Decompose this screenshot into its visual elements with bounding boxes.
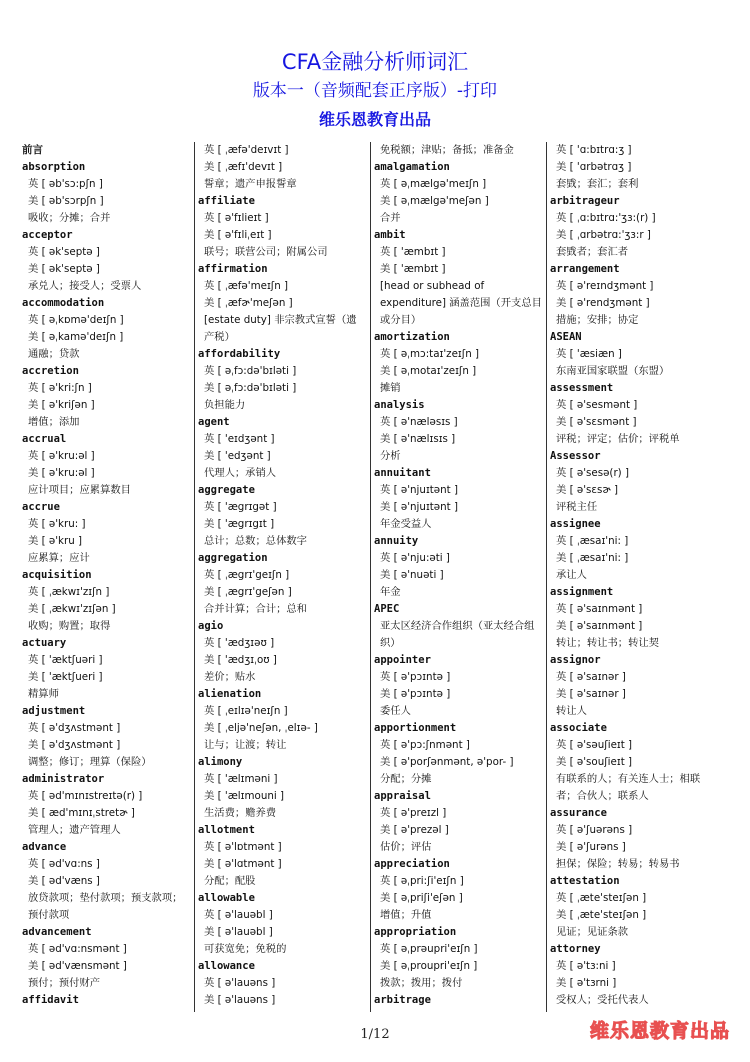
entry-detail: 年金受益人 [380, 518, 432, 530]
entry-detail: 英 [ ə'kru:əl ] [28, 450, 95, 462]
entry-detail: 转让；转让书；转让契 [556, 637, 659, 649]
entry-headword: accretion [22, 365, 79, 377]
entry-detail: 英 [ əˌfɔ:də'bɪləti ] [204, 365, 297, 377]
publisher-line: 维乐恩教育出品 [318, 110, 431, 129]
entry-detail: 美 [ əˌfɔ:də'bɪləti ] [204, 382, 297, 394]
entry-detail: 美 [ ə'sɛsmənt ] [556, 416, 637, 428]
document-subtitle: 版本一（音频配套正序版）-打印 [252, 81, 498, 101]
entry-detail: 美 [ əˌmælgə'meʃən ] [380, 195, 489, 207]
entry-detail: 分配；分摊 [380, 773, 432, 785]
column-2 [198, 142, 366, 1012]
entry-detail: 美 [ ə'nuəti ] [380, 569, 444, 581]
entry-headword: affiliate [198, 195, 255, 207]
entry-detail: 英 [ ə'sesə(r) ] [556, 467, 629, 479]
entry-headword: Assessor [550, 450, 601, 462]
column-4 [550, 142, 718, 1012]
entry-detail: 美 [ ə'lauəbl ] [204, 926, 273, 938]
entry-detail: 英 [ ə'nju:əti ] [380, 552, 450, 564]
entry-headword: amalgamation [374, 161, 450, 173]
entry-detail: 英 [ əˌprəupri'eɪʃn ] [380, 943, 478, 955]
entry-detail: 增值；添加 [28, 416, 80, 428]
entry-headword: arbitrageur [550, 195, 620, 207]
entry-detail: 英 [ 'æktʃuəri ] [28, 654, 103, 666]
entry-detail: 英 [ 'ægrɪgət ] [204, 501, 277, 513]
entry-detail: 英 [ əd'vɑ:nsmənt ] [28, 943, 127, 955]
entry-detail: 英 [ ə'ʃuərəns ] [556, 824, 633, 836]
entry-headword: actuary [22, 637, 67, 649]
entry-detail: 美 [ ˌɑrbətrɑ:'ʒɜ:r ] [556, 229, 651, 241]
entry-detail: 美 [ ˌækwɪ'zɪʃən ] [28, 603, 116, 615]
entry-detail: 放贷款项；垫付款项；预支款项；预付款项 [28, 892, 183, 921]
entry-detail: 英 [ əˌkɒmə'deɪʃn ] [28, 314, 124, 326]
entry-headword: assignment [550, 586, 614, 598]
entry-detail: 英 [ ə'sesmənt ] [556, 399, 638, 411]
entry-detail: 美 [ ə'lauəns ] [204, 994, 276, 1006]
entry-headword: acceptor [22, 229, 73, 241]
entry-headword: analysis [374, 399, 425, 411]
entry-detail: 差价；贴水 [204, 671, 256, 683]
entry-detail: 英 [ ˌeɪlɪə'neɪʃn ] [204, 705, 288, 717]
entry-detail: 美 [ ˌæte'steɪʃən ] [556, 909, 647, 921]
entry-headword: arrangement [550, 263, 620, 275]
entry-headword: APEC [374, 603, 400, 615]
entry-detail: 美 [ ə'pɔɪntə ] [380, 688, 451, 700]
entry-detail: 英 [ ə'pɔ:ʃnmənt ] [380, 739, 470, 751]
entry-headword: annuity [374, 535, 419, 547]
entry-headword: alienation [198, 688, 262, 700]
entry-detail: 英 [ ˌæsaɪ'ni: ] [556, 535, 629, 547]
entry-headword: assurance [550, 807, 607, 819]
entry-detail: 英 [ ˌæfə'meɪʃn ] [204, 280, 289, 292]
entry-headword: affidavit [22, 994, 79, 1006]
entry-detail: 英 [ ə'lauəns ] [204, 977, 276, 989]
entry-detail: 年金 [380, 586, 401, 598]
entry-detail: 美 [ ək'septə ] [28, 263, 100, 275]
entry-headword: aggregate [198, 484, 255, 496]
entry-detail: 英 [ 'æmbɪt ] [380, 246, 446, 258]
entry-detail: 代理人；承销人 [204, 467, 277, 479]
column-divider [370, 142, 371, 1012]
entry-detail: 英 [ ˌæte'steɪʃən ] [556, 892, 647, 904]
entry-detail: 英 [ ə'dʒʌstmənt ] [28, 722, 121, 734]
entry-headword: advance [22, 841, 67, 853]
entry-detail: 估价；评估 [380, 841, 432, 853]
entry-detail: 承让人 [556, 569, 587, 581]
entry-detail: 套戥者；套汇者 [556, 246, 629, 258]
entry-detail: 预付；预付财产 [28, 977, 101, 989]
entry-detail: 美 [ ə'porʃənmənt, ə'por- ] [380, 756, 514, 768]
entry-headword: assessment [550, 382, 614, 394]
entry-detail: 收购；购置；取得 [28, 620, 111, 632]
entry-detail: 吸收；分摊；合并 [28, 212, 111, 224]
entry-detail: 联号；联营公司；附属公司 [204, 246, 328, 258]
entry-detail: 美 [ ə'kriʃən ] [28, 399, 95, 411]
entry-detail: 英 [ 'æsiæn ] [556, 348, 622, 360]
entry-headword: aggregation [198, 552, 268, 564]
entry-headword: advancement [22, 926, 92, 938]
entry-detail: 美 [ əˌproupri'eɪʃn ] [380, 960, 478, 972]
entry-detail: 英 [ ə'səuʃieɪt ] [556, 739, 633, 751]
entry-detail: 英 [ ˌɑ:bɪtrɑ:'ʒɜ:(r) ] [556, 212, 656, 224]
entry-detail: 通融；贷款 [28, 348, 80, 360]
entry-headword: allowance [198, 960, 255, 972]
entry-headword: appraisal [374, 790, 431, 802]
watermark-logo: 维乐恩教育出品 [589, 1020, 730, 1042]
entry-detail: 英 [ əˌmælgə'meɪʃn ] [380, 178, 487, 190]
entry-detail: 负担能力 [204, 399, 246, 411]
entry-detail: 美 [ 'edʒənt ] [204, 450, 271, 462]
entry-detail: 应计项目；应累算数目 [28, 484, 131, 496]
entry-headword: absorption [22, 161, 86, 173]
entry-detail: 英 [ ˌægrɪ'geɪʃn ] [204, 569, 290, 581]
entry-detail: 美 [ ə'ʃurəns ] [556, 841, 626, 853]
entry-detail: 美 [ ə'fɪliˌeɪt ] [204, 229, 272, 241]
entry-detail: 有联系的人；有关连人士；相联者；合伙人；联系人 [556, 773, 701, 802]
entry-headword: assignee [550, 518, 601, 530]
entry-headword: acquisition [22, 569, 92, 581]
entry-detail: 美 [ ˌæfɪ'devɪt ] [204, 161, 283, 173]
column-divider [194, 142, 195, 1012]
entry-detail: 美 [ ˌæfɚ'meʃən ] [204, 297, 293, 309]
entry-headword: affirmation [198, 263, 268, 275]
document-title: CFA金融分析师词汇 [281, 50, 469, 74]
entry-headword: 前言 [22, 144, 43, 156]
entry-detail: 英 [ ə'pɔɪntə ] [380, 671, 451, 683]
entry-detail: 美 [ ə'njuɪtənt ] [380, 501, 458, 513]
column-3 [374, 142, 542, 1012]
entry-detail: 拨款；拨用；拨付 [380, 977, 463, 989]
entry-detail: 美 [ ˌæsaɪ'ni: ] [556, 552, 629, 564]
entry-detail: 英 [ ˌækwɪ'zɪʃn ] [28, 586, 110, 598]
entry-detail: 美 [ əd'vænsmənt ] [28, 960, 127, 972]
entry-headword: appointer [374, 654, 431, 666]
vocabulary-columns [22, 142, 728, 1012]
entry-detail: 见证；见证条款 [556, 926, 629, 938]
entry-detail: 英 [ ə'næləsɪs ] [380, 416, 458, 428]
entry-detail: 免税额；津贴；备抵；准备金 [380, 144, 514, 156]
entry-detail: 英 [ ə'kru: ] [28, 518, 86, 530]
entry-detail: 美 [ 'æktʃueri ] [28, 671, 103, 683]
entry-headword: alimony [198, 756, 243, 768]
entry-detail: 英 [ əˌmɔ:taɪ'zeɪʃn ] [380, 348, 480, 360]
entry-detail: 英 [ 'ædʒɪəʊ ] [204, 637, 275, 649]
entry-headword: adjustment [22, 705, 86, 717]
entry-detail: 分配；配股 [204, 875, 256, 887]
entry-detail: 增值；升值 [380, 909, 432, 921]
entry-detail: 担保；保险；转易；转易书 [556, 858, 680, 870]
entry-headword: allotment [198, 824, 255, 836]
entry-detail: 英 [ əˌpri:ʃi'eɪʃn ] [380, 875, 464, 887]
entry-headword: agent [198, 416, 230, 428]
entry-detail: 美 [ ə'prezəl ] [380, 824, 449, 836]
entry-detail: 美 [ ə'dʒʌstmənt ] [28, 739, 121, 751]
page-number: 1/12 [360, 1027, 390, 1042]
entry-detail: 精算师 [28, 688, 59, 700]
entry-detail: 美 [ 'ælɪmouni ] [204, 790, 285, 802]
entry-headword: agio [198, 620, 224, 632]
entry-detail: 承兑人；接受人；受票人 [28, 280, 142, 292]
entry-headword: allowable [198, 892, 255, 904]
entry-headword: affordability [198, 348, 281, 360]
entry-detail: 美 [ əˌkamə'deɪʃn ] [28, 331, 124, 343]
entry-headword: ASEAN [550, 331, 582, 343]
entry-detail: 合并 [380, 212, 401, 224]
entry-detail: 美 [ 'ɑrbətrɑʒ ] [556, 161, 632, 173]
entry-detail: 受权人；受托代表人 [556, 994, 649, 1006]
entry-detail: 英 [ ə'fɪlieɪt ] [204, 212, 269, 224]
entry-headword: administrator [22, 773, 105, 785]
entry-detail: 誓章；遗产申报誓章 [204, 178, 297, 190]
entry-detail: 英 [ əd'vɑ:ns ] [28, 858, 100, 870]
entry-detail: 转让人 [556, 705, 587, 717]
entry-detail: 总计；总数；总体数字 [204, 535, 307, 547]
entry-detail: 美 [ ə'saɪnmənt ] [556, 620, 643, 632]
entry-detail: 调整；修订；理算（保险） [28, 756, 152, 768]
entry-detail: 英 [ ə'saɪnər ] [556, 671, 626, 683]
entry-headword: arbitrage [374, 994, 431, 1006]
entry-detail: 可获宽免；免税的 [204, 943, 287, 955]
entry-detail: 美 [ ˌægrɪ'geʃən ] [204, 586, 292, 598]
entry-detail: 套戥；套汇；套利 [556, 178, 639, 190]
entry-detail: 美 [ ə'kru ] [28, 535, 83, 547]
entry-headword: ambit [374, 229, 406, 241]
column-1 [22, 142, 190, 1012]
entry-detail: 措施；安排；协定 [556, 314, 639, 326]
entry-headword: appropriation [374, 926, 457, 938]
entry-detail: 美 [ ə'souʃieɪt ] [556, 756, 633, 768]
entry-detail: 评税；评定；估价；评税单 [556, 433, 680, 445]
entry-detail: 英 [ ə'tɜ:ni ] [556, 960, 616, 972]
entry-detail: 委任人 [380, 705, 411, 717]
entry-detail: 生活费；赡养费 [204, 807, 277, 819]
entry-detail: 英 [ əd'mɪnɪstreɪtə(r) ] [28, 790, 143, 802]
entry-detail: [head or subhead of expenditure] 涵盖范围（开支总目或分目） [380, 280, 542, 326]
entry-detail: 美 [ ə'saɪnər ] [556, 688, 626, 700]
entry-detail: 美 [ 'ædʒɪˌoʊ ] [204, 654, 277, 666]
entry-headword: appreciation [374, 858, 450, 870]
column-divider [546, 142, 547, 1012]
entry-headword: accrual [22, 433, 67, 445]
entry-detail: 美 [ ə'tɜrni ] [556, 977, 617, 989]
entry-detail: 英 [ ə'lɒtmənt ] [204, 841, 282, 853]
entry-detail: 摊销 [380, 382, 401, 394]
entry-headword: annuitant [374, 467, 431, 479]
entry-detail: 英 [ 'ælɪməni ] [204, 773, 278, 785]
entry-detail: 应累算；应计 [28, 552, 90, 564]
entry-detail: 英 [ ə'kri:ʃn ] [28, 382, 92, 394]
entry-detail: 美 [ 'ægrɪgɪt ] [204, 518, 275, 530]
entry-detail: 美 [ ə'lɑtmənt ] [204, 858, 282, 870]
entry-detail: 美 [ ə'rendʒmənt ] [556, 297, 650, 309]
entry-detail: 英 [ ˌæfə'deɪvɪt ] [204, 144, 289, 156]
entry-detail: [estate duty] 非宗教式宣誓（遗产税） [204, 314, 357, 343]
entry-headword: associate [550, 722, 607, 734]
entry-detail: 英 [ ə'njuɪtənt ] [380, 484, 458, 496]
entry-detail: 美 [ ə'sɛsɚ ] [556, 484, 619, 496]
entry-detail: 分析 [380, 450, 401, 462]
entry-detail: 英 [ əb'sɔ:pʃn ] [28, 178, 103, 190]
entry-headword: apportionment [374, 722, 457, 734]
entry-detail: 美 [ 'æmbɪt ] [380, 263, 446, 275]
entry-detail: 英 [ 'eɪdʒənt ] [204, 433, 275, 445]
document-header [0, 48, 750, 132]
entry-detail: 亚太区经济合作组织（亚太经合组织） [380, 620, 535, 649]
entry-detail: 英 [ ə'lauəbl ] [204, 909, 273, 921]
entry-detail: 美 [ əˌmotaɪ'zeɪʃn ] [380, 365, 477, 377]
entry-headword: assignor [550, 654, 601, 666]
entry-headword: attestation [550, 875, 620, 887]
entry-detail: 管理人；遗产管理人 [28, 824, 121, 836]
entry-headword: amortization [374, 331, 450, 343]
entry-detail: 英 [ ə'saɪnmənt ] [556, 603, 643, 615]
entry-detail: 美 [ əd'væns ] [28, 875, 100, 887]
entry-detail: 英 [ ə'preɪzl ] [380, 807, 447, 819]
entry-headword: accommodation [22, 297, 105, 309]
entry-headword: accrue [22, 501, 60, 513]
entry-detail: 美 [ əb'sɔrpʃn ] [28, 195, 104, 207]
entry-detail: 美 [ ˌeljə'neʃən, ˌelɪə- ] [204, 722, 318, 734]
entry-detail: 英 [ ə'reɪndʒmənt ] [556, 280, 654, 292]
entry-detail: 东南亚国家联盟（东盟） [556, 365, 670, 377]
entry-headword: attorney [550, 943, 601, 955]
entry-detail: 英 [ ək'septə ] [28, 246, 100, 258]
entry-detail: 美 [ əˌpriʃi'eʃən ] [380, 892, 463, 904]
entry-detail: 评税主任 [556, 501, 598, 513]
entry-detail: 让与；让渡；转让 [204, 739, 287, 751]
entry-detail: 美 [ æd'mɪnɪˌstretɚ ] [28, 807, 135, 819]
entry-detail: 合并计算；合计；总和 [204, 603, 307, 615]
entry-detail: 美 [ ə'kru:əl ] [28, 467, 95, 479]
entry-detail: 美 [ ə'nælɪsɪs ] [380, 433, 456, 445]
entry-detail: 英 [ 'ɑ:bɪtrɑ:ʒ ] [556, 144, 632, 156]
